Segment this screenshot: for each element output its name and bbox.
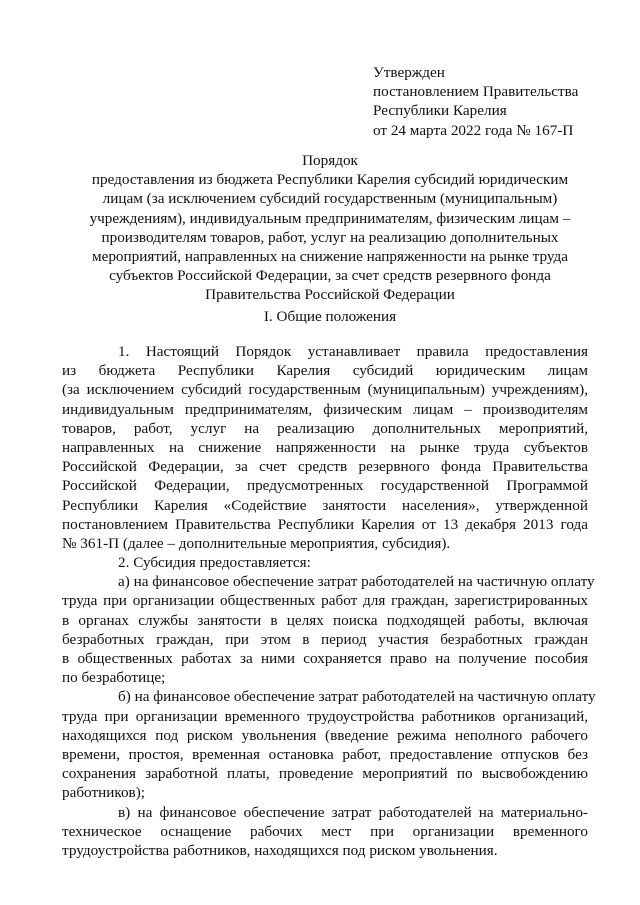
paragraph-a	[62, 572, 595, 687]
paragraph-line: в органах службы занятости в целях поиска подходящей работы, включая	[62, 611, 588, 629]
paragraph-line: времени, простоя, временная остановка работ, предоставление отпусков без	[62, 745, 588, 763]
title-line: производителям товаров, работ, услуг на реализацию дополнительных	[101, 228, 559, 246]
paragraph-line: труда при организации временного трудоустройства работников организаций,	[62, 707, 588, 725]
paragraph-1	[62, 342, 588, 553]
paragraph-line: сохранения заработной платы, проведение мероприятий по высвобождению	[62, 765, 588, 783]
paragraph-line: постановлением Правительства Республики Карелия от 13 декабря 2013 года	[62, 515, 588, 533]
paragraph-line: № 361-П (далее – дополнительные мероприятия, субсидия).	[62, 534, 451, 552]
paragraph-line: техническое оснащение рабочих мест при организации временного	[62, 822, 588, 840]
paragraph-line: 2. Субсидия предоставляется:	[118, 554, 311, 572]
paragraph-line: Российской Федерации, за счет средств резервного фонда Правительства	[62, 458, 588, 476]
section-heading: I. Общие положения	[263, 308, 397, 325]
approval-stamp	[373, 63, 578, 140]
paragraph-b	[62, 687, 596, 802]
title-line: Порядок	[302, 152, 358, 169]
paragraph-line: по безработице;	[62, 669, 166, 687]
approval-line: Утвержден	[373, 64, 445, 81]
title-line: субъектов Российской Федерации, за счет средств резервного фонда	[109, 267, 551, 285]
approval-line: постановлением Правительства	[373, 83, 579, 101]
paragraph-line: в общественных работах за ними сохраняется право на получение пособия	[62, 650, 588, 667]
paragraph-line: безработных граждан, при этом в период участия безработных граждан	[62, 630, 588, 648]
paragraph-line: Республики Карелия «Содействие занятости населения», утвержденной	[62, 496, 588, 514]
paragraph-2	[90, 553, 588, 572]
title-line: Правительства Российской Федерации	[205, 286, 455, 304]
paragraph-line: индивидуальным предпринимателям, физическим лицам – производителям	[62, 400, 588, 418]
title-line: лицам (за исключением субсидий государственным (муниципальным)	[102, 190, 558, 208]
document-body	[62, 342, 596, 860]
paragraph-line: работников);	[62, 784, 145, 802]
title-line: учреждениям), индивидуальным предпринимателям, физическим лицам –	[89, 209, 571, 227]
paragraph-line: б) на финансовое обеспечение затрат работодателей на частичную оплату	[118, 688, 596, 706]
document-title	[60, 151, 600, 305]
approval-line: Республики Карелия	[373, 102, 507, 120]
paragraph-line: а) на финансовое обеспечение затрат работодателей на частичную оплату	[118, 573, 595, 591]
title-line: предоставления из бюджета Республики Карелия субсидий юридическим	[91, 171, 569, 189]
paragraph-line: из бюджета Республики Карелия субсидий юридическим лицам	[62, 362, 588, 380]
title-line: мероприятий, направленных на снижение напряженности на рынке труда	[91, 248, 568, 266]
paragraph-line: трудоустройства работников, находящихся под риском увольнения.	[62, 841, 498, 859]
paragraph-line: направленных на снижение напряженности на рынке труда субъектов	[62, 438, 588, 456]
paragraph-line: Российской Федерации, предусмотренных государственной Программой	[62, 477, 588, 495]
paragraph-line: товаров, работ, услуг на реализацию дополнительных мероприятий,	[62, 419, 588, 437]
paragraph-line: 1. Настоящий Порядок устанавливает правила предоставления	[118, 343, 588, 360]
approval-line: от 24 марта 2022 года № 167-П	[373, 121, 574, 139]
paragraph-line: в) на финансовое обеспечение затрат работодателей на материально-	[118, 803, 588, 821]
paragraph-v	[62, 803, 588, 861]
paragraph-line: (за исключением субсидий государственным (муниципальным) учреждениям),	[62, 381, 588, 399]
paragraph-line: труда при организации общественных работ для граждан, зарегистрированных	[62, 592, 588, 610]
paragraph-line: находящихся под риском увольнения (введение режима неполного рабочего	[62, 726, 588, 744]
